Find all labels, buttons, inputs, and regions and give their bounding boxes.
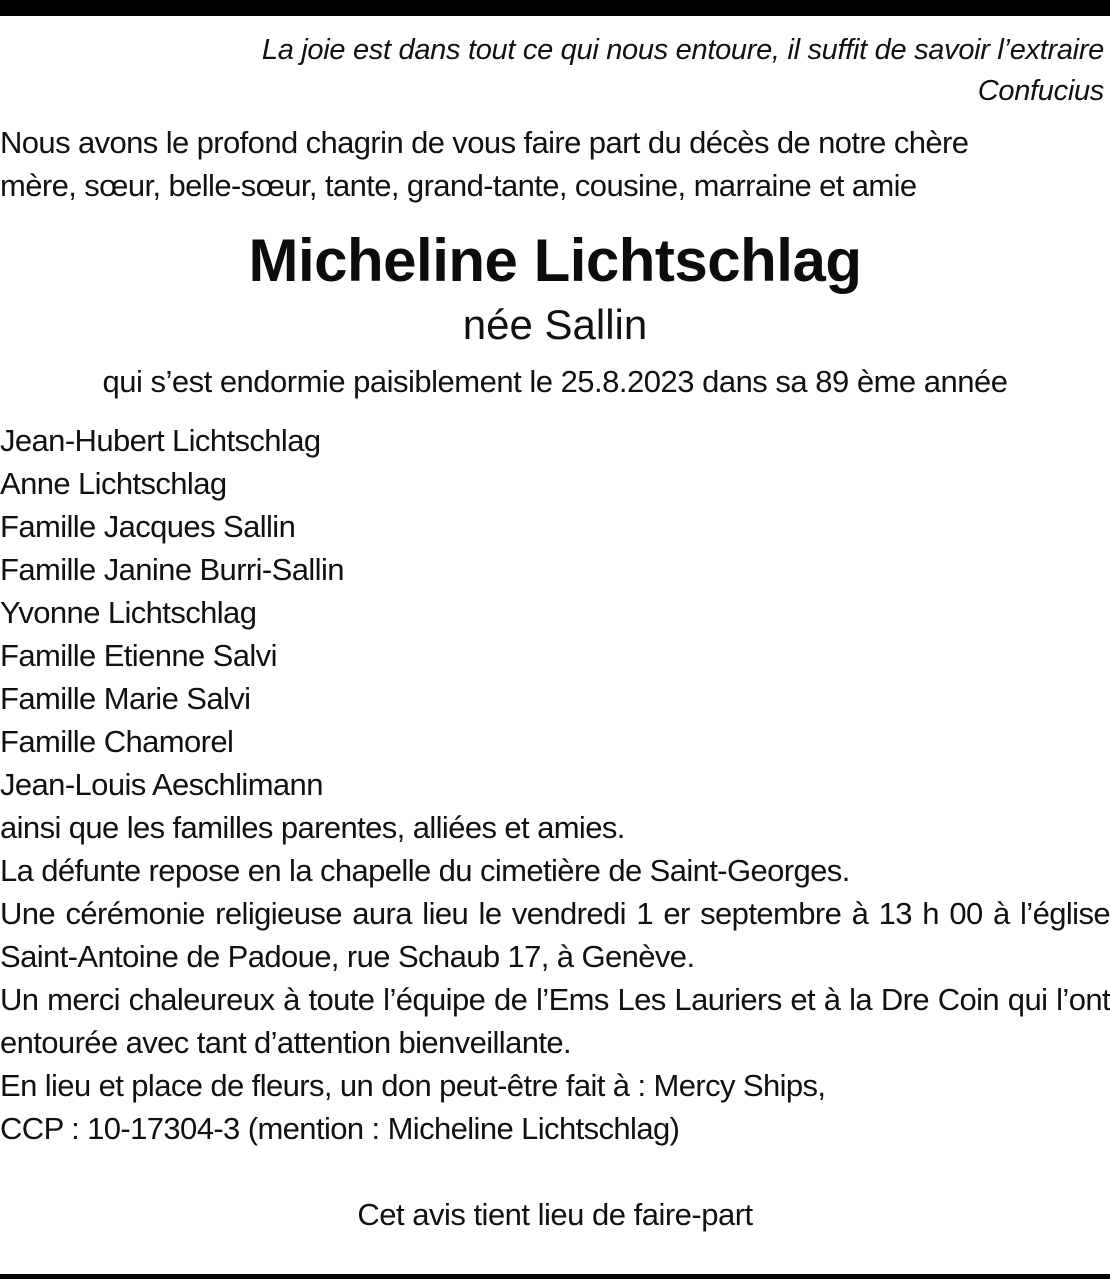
donation-line-2: CCP : 10-17304-3 (mention : Micheline Lichtschlag)	[0, 1111, 680, 1146]
families-paragraph: ainsi que les familles parentes, alliées et amies.	[0, 810, 625, 845]
ceremony-paragraph: Une cérémonie religieuse aura lieu le vendredi 1 er septembre à 13 h 00 à l’église Saint-Antoine de Padoue, rue Schaub 17, à Genève.	[0, 896, 1110, 974]
mourner-item: Yvonne Lichtschlag	[0, 595, 257, 630]
thanks-paragraph: Un merci chaleureux à toute l’équipe de l’Ems Les Lauriers et à la Dre Coin qui l’ont entourée avec tant d’attention bienveillante.	[0, 982, 1110, 1060]
intro-line-2: mère, sœur, belle-sœur, tante, grand-tante, cousine, marraine et amie	[0, 168, 917, 203]
epigraph-quote	[0, 30, 1110, 112]
top-border-rule	[0, 0, 1110, 16]
mourner-item: Famille Etienne Salvi	[0, 638, 277, 673]
mourner-item: Jean-Hubert Lichtschlag	[0, 423, 321, 458]
passing-statement: qui s’est endormie paisiblement le 25.8.2023 dans sa 89 ème année	[102, 364, 1008, 399]
quote-text: La joie est dans tout ce qui nous entoure, il suffit de savoir l’extraire	[261, 34, 1104, 66]
mourner-item: Anne Lichtschlag	[0, 466, 227, 501]
notice-details	[0, 806, 1110, 1150]
bottom-border-rule	[0, 1274, 1110, 1279]
maiden-name: née Sallin	[462, 301, 648, 348]
mourners-list	[0, 419, 1110, 806]
mourner-item: Famille Marie Salvi	[0, 681, 251, 716]
deceased-name: Micheline Lichtschlag	[248, 227, 862, 294]
mourner-item: Famille Janine Burri-Sallin	[0, 552, 344, 587]
death-notice	[0, 30, 1110, 1236]
rest-location-paragraph: La défunte repose en la chapelle du cimetière de Saint-Georges.	[0, 853, 850, 888]
mourner-item: Jean-Louis Aeschlimann	[0, 767, 323, 802]
donation-line-1: En lieu et place de fleurs, un don peut-être fait à : Mercy Ships,	[0, 1068, 826, 1103]
mourner-item: Famille Chamorel	[0, 724, 234, 759]
mourner-item: Famille Jacques Sallin	[0, 509, 296, 544]
quote-author: Confucius	[977, 75, 1104, 107]
intro-text	[0, 121, 1110, 207]
intro-line-1: Nous avons le profond chagrin de vous faire part du décès de notre chère	[0, 125, 969, 160]
closing-statement: Cet avis tient lieu de faire-part	[357, 1197, 753, 1232]
